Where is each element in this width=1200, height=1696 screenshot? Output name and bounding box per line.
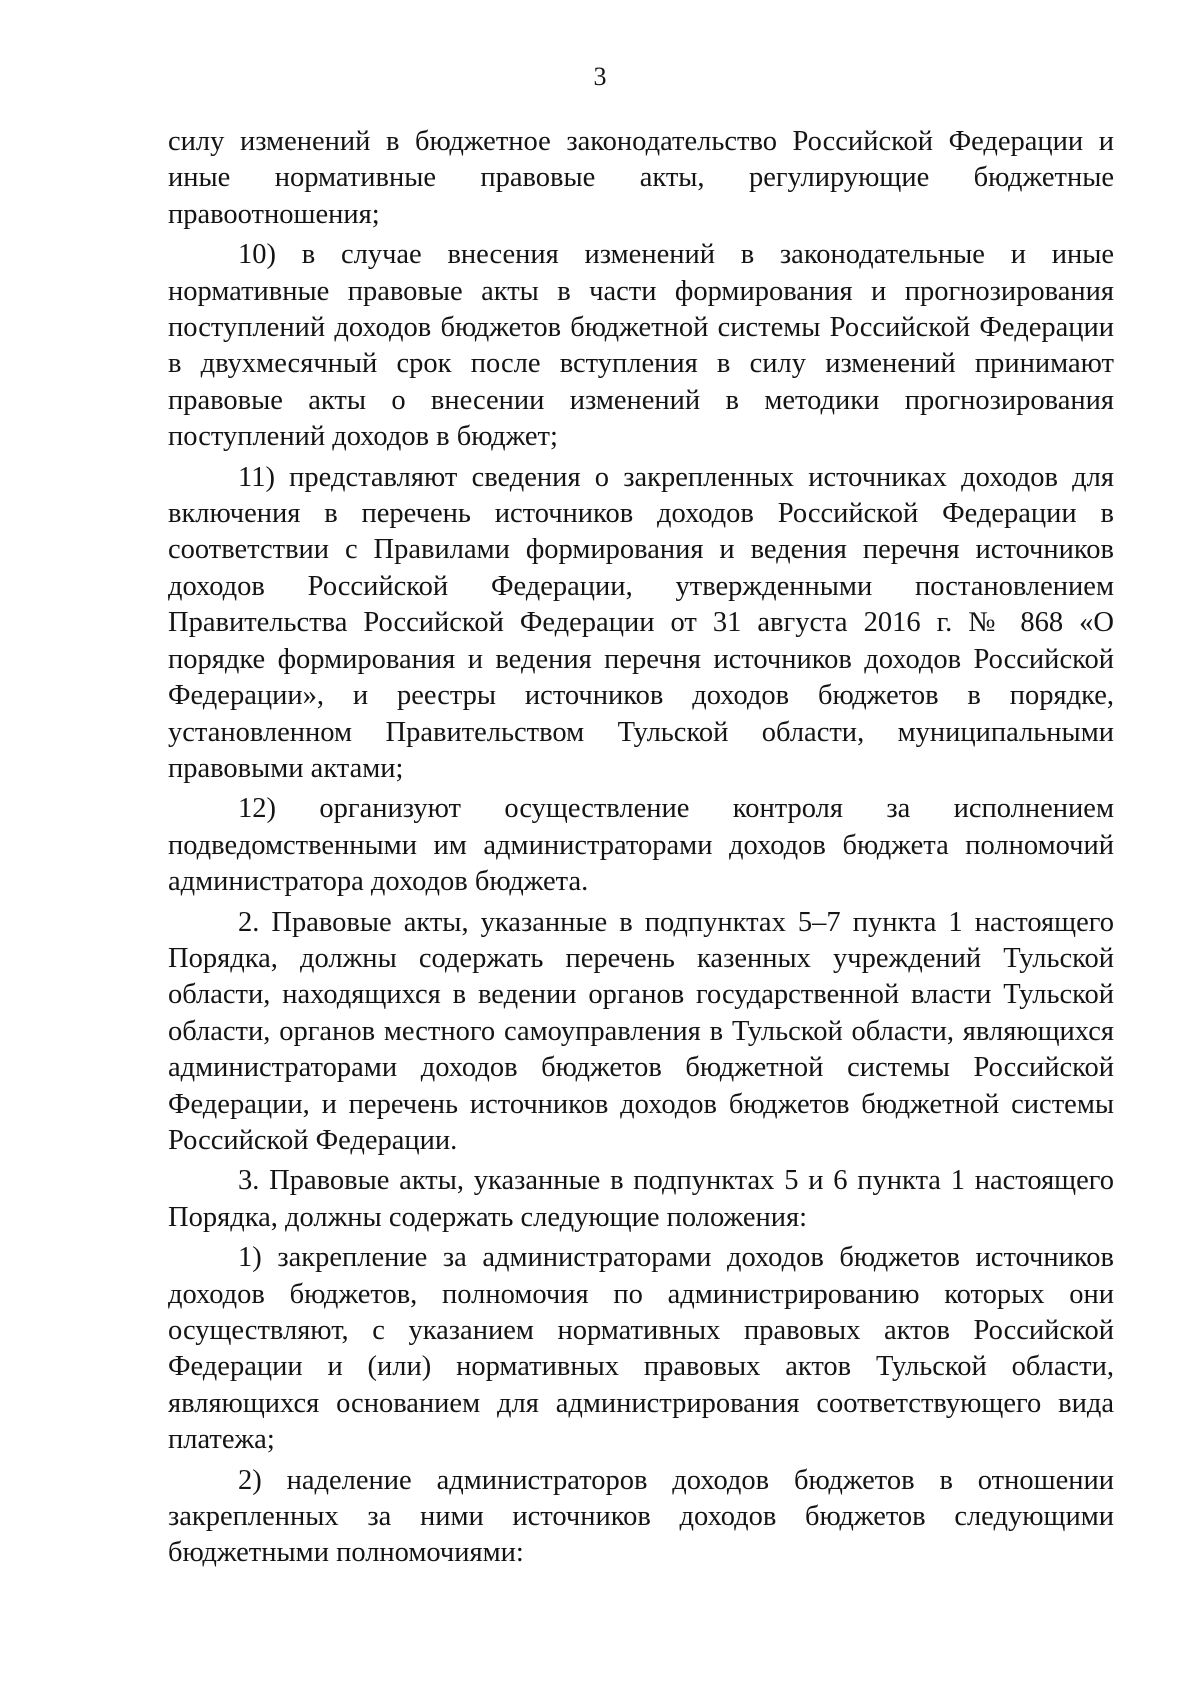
page-number: 3 bbox=[593, 62, 607, 91]
paragraph-section-3: 3. Правовые акты, указанные в подпунктах 5 и 6 пункта 1 настоящего Порядка, должны содержать следующие положения: bbox=[168, 1165, 1114, 1233]
paragraph-item-11: 11) представляют сведения о закрепленных источниках доходов для включения в перечень источников доходов Российской Федерации в соответствии с Правилами формирования и ведения перечня источников доходов Российской Федерации, утвержденными постановлением Правительства Российской Федерации от 31 августа 2016 г. № 868 «О порядке формирования и ведения перечня источников доходов Российской Федерации», и реестры источников доходов бюджетов в порядке, установленном Правительством Тульской области, муниципальными правовыми актами; bbox=[168, 461, 1114, 784]
paragraph-section-2: 2. Правовые акты, указанные в подпунктах 5–7 пункта 1 настоящего Порядка, должны содержать перечень казенных учреждений Тульской области, находящихся в ведении органов государственной власти Тульской области, органов местного самоуправления в Тульской области, являющихся администраторами доходов бюджетов бюджетной системы Российской Федерации, и перечень источников доходов бюджетов бюджетной системы Российской Федерации. bbox=[168, 906, 1114, 1156]
paragraph-item-12: 12) организуют осуществление контроля за исполнением подведомственными им администраторами доходов бюджета полномочий администратора доходов бюджета. bbox=[168, 793, 1114, 898]
paragraph-continuation: силу изменений в бюджетное законодательство Российской Федерации и иные нормативные правовые акты, регулирующие бюджетные правоотношения; bbox=[168, 126, 1114, 230]
paragraph-item-10: 10) в случае внесения изменений в законодательные и иные нормативные правовые акты в части формирования и прогнозирования поступлений доходов бюджетов бюджетной системы Российской Федерации в двухмесячный срок после вступления в силу изменений принимают правовые акты о внесении изменений в методики прогнозирования поступлений доходов в бюджет; bbox=[168, 239, 1114, 453]
paragraph-subitem-1: 1) закрепление за администраторами доходов бюджетов источников доходов бюджетов, полномочия по администрированию которых они осуществляют, с указанием нормативных правовых актов Российской Федерации и (или) нормативных правовых актов Тульской области, являющихся основанием для администрирования соответствующего вида платежа; bbox=[168, 1242, 1114, 1456]
paragraph-subitem-2: 2) наделение администраторов доходов бюджетов в отношении закрепленных за ними источников доходов бюджетов следующими бюджетными полномочиями: bbox=[168, 1464, 1114, 1569]
document-body bbox=[168, 124, 1114, 1576]
